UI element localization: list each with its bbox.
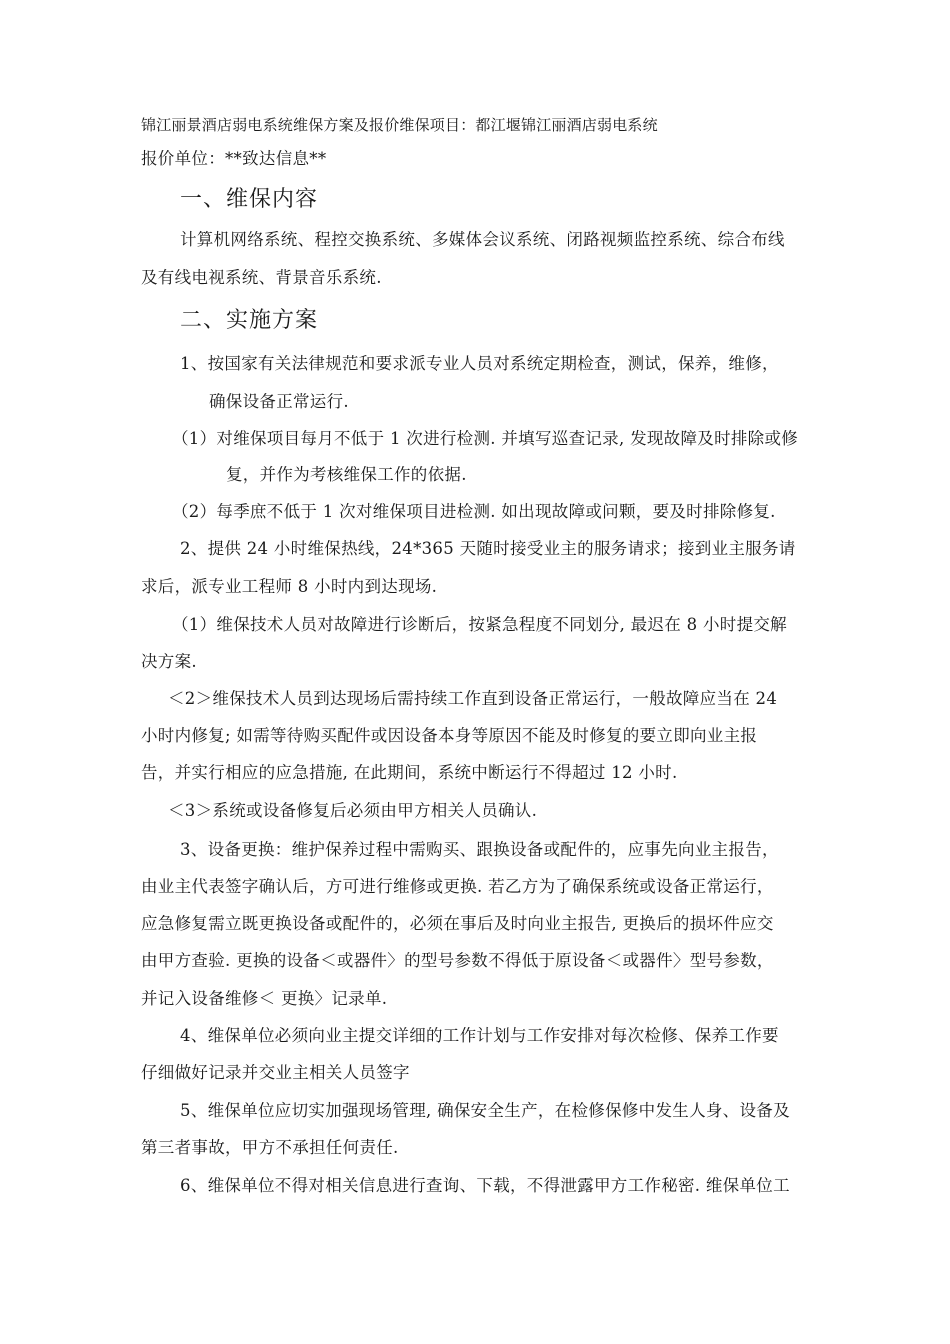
quote-unit-line: 报价单位：**致达信息** bbox=[141, 149, 327, 168]
paragraph-line: 计算机网络系统、程控交换系统、多媒体会议系统、闭路视频监控系统、综合布线 bbox=[180, 230, 785, 249]
paragraph-line: 确保设备正常运行. bbox=[209, 392, 349, 411]
paragraph-line: 5、维保单位应切实加强现场管理, 确保安全生产，在检修保修中发生人身、设备及 bbox=[180, 1101, 790, 1120]
paragraph-line: 小时内修复; 如需等待购买配件或因设备本身等原因不能及时修复的要立即向业主报 bbox=[141, 726, 758, 745]
paragraph-line: （1）维保技术人员对故障进行诊断后，按紧急程度不同划分, 最迟在 8 小时提交解 bbox=[172, 615, 787, 634]
paragraph-line: （1）对维保项目每月不低于 1 次进行检测. 并填写巡查记录, 发现故障及时排除或修 bbox=[172, 429, 799, 448]
paragraph-line: 告，并实行相应的应急措施, 在此期间，系统中断运行不得超过 12 小时. bbox=[141, 763, 678, 782]
paragraph-line: 由甲方查验. 更换的设备＜或器件〉的型号参数不得低于原设备＜或器件〉型号参数， bbox=[141, 951, 774, 970]
paragraph-line: 并记入设备维修＜ 更换〉记录单. bbox=[141, 989, 388, 1008]
paragraph-line: 4、维保单位必须向业主提交详细的工作计划与工作安排对每次检修、保养工作要 bbox=[180, 1026, 779, 1045]
paragraph-line: 复，并作为考核维保工作的依据. bbox=[226, 465, 467, 484]
paragraph-line: 仔细做好记录并交业主相关人员签字 bbox=[141, 1063, 410, 1082]
paragraph-line: 1、按国家有关法律规范和要求派专业人员对系统定期检查，测试，保养，维修， bbox=[180, 354, 779, 373]
paragraph-line: 2、提供 24 小时维保热线，24*365 天随时接受业主的服务请求；接到业主服务请 bbox=[180, 539, 796, 558]
section-heading-implementation-plan: 二、实施方案 bbox=[180, 308, 319, 333]
paragraph-line: 及有线电视系统、背景音乐系统. bbox=[141, 268, 382, 287]
paragraph-line: 由业主代表签字确认后，方可进行维修或更换. 若乙方为了确保系统或设备正常运行， bbox=[141, 877, 774, 896]
paragraph-line: 求后，派专业工程师 8 小时内到达现场. bbox=[141, 577, 438, 596]
document-title-line: 锦江丽景酒店弱电系统维保方案及报价维保项目：都江堰锦江丽酒店弱电系统 bbox=[141, 116, 658, 134]
paragraph-line: ＜2＞维保技术人员到达现场后需持续工作直到设备正常运行，一般故障应当在 24 bbox=[168, 689, 778, 708]
paragraph-line: 3、设备更换：维护保养过程中需购买、跟换设备或配件的，应事先向业主报告， bbox=[180, 840, 779, 859]
paragraph-line: 6、维保单位不得对相关信息进行查询、下载，不得泄露甲方工作秘密. 维保单位工 bbox=[180, 1176, 790, 1195]
paragraph-line: （2）每季庶不低于 1 次对维保项目进检测. 如出现故障或问颗，要及时排除修复. bbox=[172, 502, 776, 521]
paragraph-line: 决方案. bbox=[141, 652, 197, 671]
section-heading-maintenance-content: 一、维保内容 bbox=[180, 187, 319, 212]
paragraph-line: 第三者事故，甲方不承担任何责任. bbox=[141, 1138, 399, 1157]
paragraph-line: 应急修复需立既更换设备或配件的，必须在事后及时向业主报告, 更换后的损坏件应交 bbox=[141, 914, 774, 933]
paragraph-line: ＜3＞系统或设备修复后必须由甲方相关人员确认. bbox=[168, 801, 538, 820]
